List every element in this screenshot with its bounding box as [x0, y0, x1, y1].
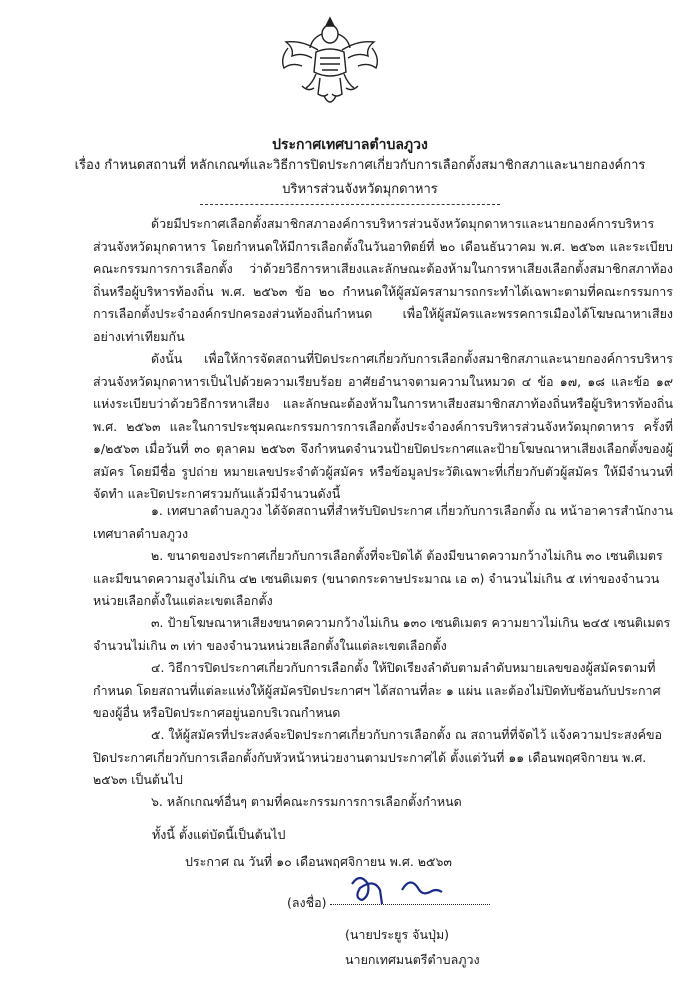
signer-position: นายกเทศมนตรีตำบลภูวง: [345, 952, 480, 967]
announcement-title: ประกาศเทศบาลตำบลภูวง: [272, 137, 428, 153]
subject-line: เรื่อง กำหนดสถานที่ หลักเกณฑ์และวิธีการปิดประกาศเกี่ยวกับการเลือกตั้งสมาชิกสภาและนายกองค์การ บริหารส่วนจังหวัดมุกดาหาร: [74, 158, 646, 197]
list-item: ๔. วิธีการปิดประกาศเกี่ยวกับการเลือกตั้ง ให้ปิดเรียงลำดับตามลำดับหมายเลขของผู้สมัครตามที่กำหนด โดยสถานที่แต่ละแห่งให้ผู้สมัครปิดประกาศฯ ได้สถานที่ละ ๑ แผ่น และต้องไม่ปิดทับซ้อนกับประกาศของผู้อื่น หรือปิดประกาศอยู่นอกบริเวณกำหนด: [93, 660, 661, 720]
signature: [340, 870, 465, 910]
separator-line: [200, 204, 500, 205]
signature-label: (ลงชื่อ): [287, 895, 327, 910]
list-item: ๕. ให้ผู้สมัครที่ประสงค์จะปิดประกาศเกี่ยวกับการเลือกตั้ง ณ สถานที่ที่จัดไว้ แจ้งความประสงค์ขอปิดประกาศเกี่ยวกับการเลือกตั้งกับหัวหน้าหน่วยงานตามประกาศได้ ตั้งแต่วันที่ ๑๑ เดือนพฤศจิกายน พ.ศ. ๒๕๖๓ เป็นต้นไป: [93, 727, 663, 787]
effective-statement: ทั้งนี้ ตั้งแต่บัดนี้เป็นต้นไป: [152, 827, 286, 842]
signer-name: (นายประยูร จันปุ่ม): [345, 927, 450, 942]
list-item: ๑. เทศบาลตำบลภูวง ได้จัดสถานที่สำหรับปิดประกาศ เกี่ยวกับการเลือกตั้ง ณ หน้าอาคารสำนักงานเทศบาลตำบลภูวง: [93, 503, 673, 541]
date-line: ประกาศ ณ วันที่ ๑๐ เดือนพฤศจิกายน พ.ศ. ๒๕๖๓: [185, 854, 452, 869]
list-item: ๖. หลักเกณฑ์อื่นๆ ตามที่คณะกรรมการการเลือกตั้งกำหนด: [151, 794, 462, 809]
garuda-emblem: [272, 12, 388, 112]
intro-paragraph: ด้วยมีประกาศเลือกตั้งสมาชิกสภาองค์การบริหารส่วนจังหวัดมุกดาหารและนายกองค์การบริหารส่วนจังหวัดมุกดาหาร โดยกำหนดให้มีการเลือกตั้งในวันอาทิตย์ที่ ๒๐ เดือนธันวาคม พ.ศ. ๒๕๖๓ และระเบียบคณะกรรมการการเลือกตั้ง ว่าด้วยวิธีการหาเสียงและลักษณะต้องห้ามในการหาเสียงเลือกตั้งสมาชิกสภาท้องถิ่นหรือผู้บริหารท้องถิ่น พ.ศ. ๒๕๖๓ ข้อ ๒๐ กำหนดให้ผู้สมัครสามารถกระทำได้เฉพาะตามที่คณะกรรมการการเลือกตั้งประจำองค์กรปกครองส่วนท้องถิ่นกำหนด เพื่อให้ผู้สมัครและพรรคการเมืองได้โฆษณาหาเสียงอย่างเท่าเทียมกัน: [93, 216, 673, 344]
resolution-paragraph: ดังนั้น เพื่อให้การจัดสถานที่ปิดประกาศเกี่ยวกับการเลือกตั้งสมาชิกสภาและนายกองค์การบริหารส่วนจังหวัดมุกดาหารเป็นไปด้วยความเรียบร้อย อาศัยอำนาจตามความในหมวด ๔ ข้อ ๑๗, ๑๘ และข้อ ๑๙ แห่งระเบียบว่าด้วยวิธีการหาเสียง และลักษณะต้องห้ามในการหาเสียงสมาชิกสภาท้องถิ่นหรือผู้บริหารท้องถิ่น พ.ศ. ๒๕๖๓ และในการประชุมคณะกรรมการการเลือกตั้งประจำองค์การบริหารส่วนจังหวัดมุกดาหาร ครั้งที่ ๑/๒๕๖๓ เมื่อวันที่ ๓๐ ตุลาคม ๒๕๖๓ จึงกำหนดจำนวนป้ายปิดประกาศและป้ายโฆษณาหาเสียงเลือกตั้งของผู้สมัคร โดยมีชื่อ รูปถ่าย หมายเลขประจำตัวผู้สมัคร หรือข้อมูลประวัติเฉพาะที่เกี่ยวกับตัวผู้สมัคร ให้มีจำนวนที่จัดทำ และปิดประกาศรวมกันแล้วมีจำนวนดังนี้: [93, 351, 673, 501]
list-item: ๓. ป้ายโฆษณาหาเสียงขนาดความกว้างไม่เกิน ๑๓๐ เซนติเมตร ความยาวไม่เกิน ๒๔๕ เซนติเมตร จำนวนไม่เกิน ๓ เท่า ของจำนวนหน่วยเลือกตั้งในแต่ละเขตเลือกตั้ง: [93, 615, 671, 653]
list-item: ๒. ขนาดของประกาศเกี่ยวกับการเลือกตั้งที่จะปิดได้ ต้องมีขนาดความกว้างไม่เกิน ๓๐ เซนติเมตร และมีขนาดความสูงไม่เกิน ๔๒ เซนติเมตร (ขนาดกระดาษประมาณ เอ ๓) จำนวนไม่เกิน ๕ เท่าของจำนวนหน่วยเลือกตั้งในแต่ละเขตเลือกตั้ง: [93, 548, 663, 608]
